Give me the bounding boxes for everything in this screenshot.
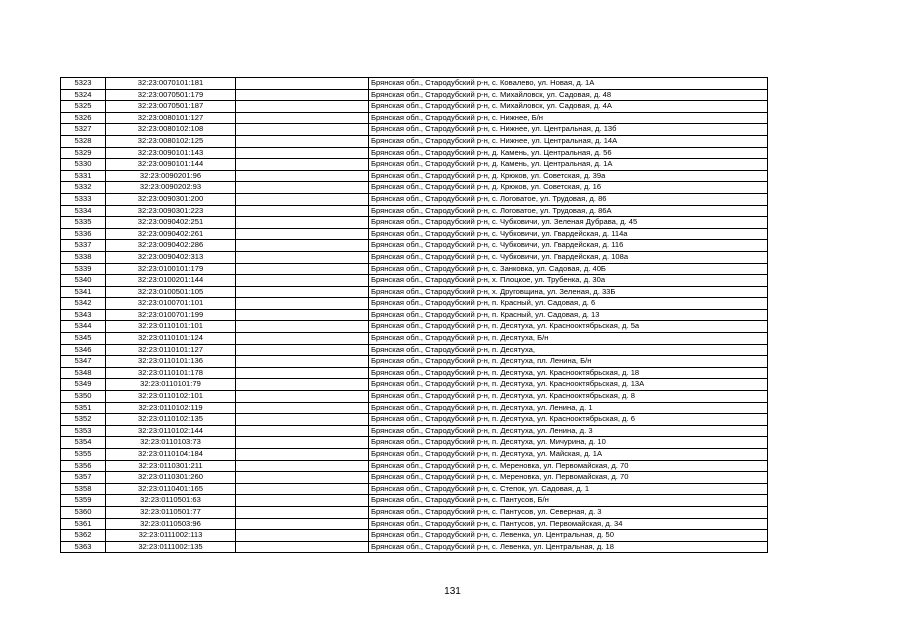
table-row (61, 228, 768, 240)
row-number-cell: 5356 (61, 460, 106, 472)
row-number-cell: 5341 (61, 286, 106, 298)
table-row (61, 135, 768, 147)
address-cell: Брянская обл., Стародубский р-н, д. Крюков, ул. Советская, д. 16 (369, 182, 768, 194)
address-cell: Брянская обл., Стародубский р-н, с. Мереновка, ул. Первомайская, д. 70 (369, 460, 768, 472)
address-cell: Брянская обл., Стародубский р-н, с. Нижнее, ул. Центральная, д. 14А (369, 135, 768, 147)
address-cell: Брянская обл., Стародубский р-н, п. Десятуха, ул. Майская, д. 1А (369, 449, 768, 461)
empty-cell (236, 460, 369, 472)
table-row (61, 193, 768, 205)
address-cell: Брянская обл., Стародубский р-н, с. Пантусов, ул. Первомайская, д. 34 (369, 518, 768, 530)
cadastral-number-cell: 32:23:0110101:127 (106, 344, 236, 356)
cadastral-number-cell: 32:23:0100201:144 (106, 275, 236, 287)
empty-cell (236, 124, 369, 136)
address-cell: Брянская обл., Стародубский р-н, с. Чубковичи, ул. Гвардейская, д. 114а (369, 228, 768, 240)
cadastral-number-cell: 32:23:0090101:144 (106, 159, 236, 171)
row-number-cell: 5360 (61, 506, 106, 518)
table-row (61, 449, 768, 461)
row-number-cell: 5329 (61, 147, 106, 159)
address-cell: Брянская обл., Стародубский р-н, п. Десятуха, пл. Ленина, Б/н (369, 356, 768, 368)
row-number-cell: 5363 (61, 541, 106, 553)
row-number-cell: 5350 (61, 391, 106, 403)
table-row (61, 170, 768, 182)
address-cell: Брянская обл., Стародубский р-н, с. Чубковичи, ул. Гвардейская, д. 108а (369, 251, 768, 263)
empty-cell (236, 147, 369, 159)
table-row (61, 379, 768, 391)
cadastral-number-cell: 32:23:0100501:105 (106, 286, 236, 298)
empty-cell (236, 112, 369, 124)
row-number-cell: 5325 (61, 101, 106, 113)
empty-cell (236, 333, 369, 345)
table-row (61, 263, 768, 275)
cadastral-number-cell: 32:23:0110102:101 (106, 391, 236, 403)
table-row (61, 333, 768, 345)
row-number-cell: 5330 (61, 159, 106, 171)
table-row (61, 298, 768, 310)
row-number-cell: 5333 (61, 193, 106, 205)
cadastral-number-cell: 32:23:0110101:79 (106, 379, 236, 391)
empty-cell (236, 530, 369, 542)
empty-cell (236, 518, 369, 530)
page-number: 131 (444, 586, 461, 597)
cadastral-number-cell: 32:23:0070501:179 (106, 89, 236, 101)
empty-cell (236, 506, 369, 518)
row-number-cell: 5354 (61, 437, 106, 449)
address-cell: Брянская обл., Стародубский р-н, п. Красный, ул. Садовая, д. 6 (369, 298, 768, 310)
row-number-cell: 5324 (61, 89, 106, 101)
address-cell: Брянская обл., Стародубский р-н, с. Михайловск, ул. Садовая, д. 48 (369, 89, 768, 101)
table-row (61, 530, 768, 542)
table-row (61, 217, 768, 229)
cadastral-number-cell: 32:23:0110104:184 (106, 449, 236, 461)
address-cell: Брянская обл., Стародубский р-н, с. Левенка, ул. Центральная, д. 50 (369, 530, 768, 542)
row-number-cell: 5328 (61, 135, 106, 147)
row-number-cell: 5348 (61, 367, 106, 379)
table-row (61, 391, 768, 403)
row-number-cell: 5344 (61, 321, 106, 333)
row-number-cell: 5353 (61, 425, 106, 437)
empty-cell (236, 101, 369, 113)
row-number-cell: 5334 (61, 205, 106, 217)
empty-cell (236, 217, 369, 229)
empty-cell (236, 344, 369, 356)
cadastral-number-cell: 32:23:0110102:135 (106, 414, 236, 426)
address-cell: Брянская обл., Стародубский р-н, п. Десятуха, ул. Краснооктябрьская, д. 8 (369, 391, 768, 403)
empty-cell (236, 275, 369, 287)
address-cell: Брянская обл., Стародубский р-н, п. Десятуха, ул. Краснооктябрьская, д. 6 (369, 414, 768, 426)
empty-cell (236, 193, 369, 205)
cadastral-number-cell: 32:23:0080102:125 (106, 135, 236, 147)
empty-cell (236, 228, 369, 240)
cadastral-number-cell: 32:23:0100101:179 (106, 263, 236, 275)
table-row (61, 89, 768, 101)
empty-cell (236, 240, 369, 252)
empty-cell (236, 205, 369, 217)
table-row (61, 425, 768, 437)
table-row (61, 437, 768, 449)
cadastral-number-cell: 32:23:0070101:181 (106, 78, 236, 90)
cadastral-number-cell: 32:23:0110501:63 (106, 495, 236, 507)
cadastral-number-cell: 32:23:0110501:77 (106, 506, 236, 518)
address-cell: Брянская обл., Стародубский р-н, с. Нижнее, ул. Центральная, д. 13б (369, 124, 768, 136)
address-cell: Брянская обл., Стародубский р-н, п. Десятуха, Б/н (369, 333, 768, 345)
address-cell: Брянская обл., Стародубский р-н, с. Логоватое, ул. Трудовая, д. 86А (369, 205, 768, 217)
row-number-cell: 5361 (61, 518, 106, 530)
row-number-cell: 5326 (61, 112, 106, 124)
cadastral-number-cell: 32:23:0110103:73 (106, 437, 236, 449)
empty-cell (236, 472, 369, 484)
cadastral-number-cell: 32:23:0090201:96 (106, 170, 236, 182)
empty-cell (236, 135, 369, 147)
row-number-cell: 5355 (61, 449, 106, 461)
table-row (61, 286, 768, 298)
cadastral-number-cell: 32:23:0111002:135 (106, 541, 236, 553)
empty-cell (236, 263, 369, 275)
empty-cell (236, 402, 369, 414)
table-row (61, 159, 768, 171)
empty-cell (236, 449, 369, 461)
table-row (61, 356, 768, 368)
empty-cell (236, 495, 369, 507)
address-cell: Брянская обл., Стародубский р-н, п. Десятуха, ул. Мичурина, д. 10 (369, 437, 768, 449)
empty-cell (236, 391, 369, 403)
table-row (61, 321, 768, 333)
row-number-cell: 5357 (61, 472, 106, 484)
table-row (61, 472, 768, 484)
address-cell: Брянская обл., Стародубский р-н, с. Ковалево, ул. Новая, д. 1А (369, 78, 768, 90)
table-row (61, 101, 768, 113)
property-registry-table (60, 77, 768, 553)
empty-cell (236, 437, 369, 449)
row-number-cell: 5351 (61, 402, 106, 414)
row-number-cell: 5359 (61, 495, 106, 507)
empty-cell (236, 182, 369, 194)
row-number-cell: 5349 (61, 379, 106, 391)
address-cell: Брянская обл., Стародубский р-н, п. Десятуха, ул. Краснооктябрьская, д. 13А (369, 379, 768, 391)
table-row (61, 147, 768, 159)
row-number-cell: 5335 (61, 217, 106, 229)
address-cell: Брянская обл., Стародубский р-н, п. Десятуха, ул. Краснооктябрьская, д. 5а (369, 321, 768, 333)
cadastral-number-cell: 32:23:0111002:113 (106, 530, 236, 542)
cadastral-number-cell: 32:23:0110301:260 (106, 472, 236, 484)
row-number-cell: 5347 (61, 356, 106, 368)
empty-cell (236, 298, 369, 310)
cadastral-number-cell: 32:23:0090402:261 (106, 228, 236, 240)
address-cell: Брянская обл., Стародубский р-н, с. Чубковичи, ул. Зеленая Дубрава, д. 45 (369, 217, 768, 229)
table-row (61, 518, 768, 530)
table-row (61, 112, 768, 124)
row-number-cell: 5327 (61, 124, 106, 136)
empty-cell (236, 251, 369, 263)
table-row (61, 402, 768, 414)
cadastral-number-cell: 32:23:0080101:127 (106, 112, 236, 124)
cadastral-number-cell: 32:23:0090402:313 (106, 251, 236, 263)
cadastral-number-cell: 32:23:0110101:101 (106, 321, 236, 333)
table-row (61, 240, 768, 252)
row-number-cell: 5346 (61, 344, 106, 356)
cadastral-number-cell: 32:23:0100701:101 (106, 298, 236, 310)
table-row (61, 182, 768, 194)
table-row (61, 309, 768, 321)
address-cell: Брянская обл., Стародубский р-н, с. Занковка, ул. Садовая, д. 40Б (369, 263, 768, 275)
registry-table-body (61, 78, 768, 553)
cadastral-number-cell: 32:23:0090202:93 (106, 182, 236, 194)
table-row (61, 414, 768, 426)
cadastral-number-cell: 32:23:0110102:119 (106, 402, 236, 414)
address-cell: Брянская обл., Стародубский р-н, п. Десятуха, ул. Краснооктябрьская, д. 18 (369, 367, 768, 379)
cadastral-number-cell: 32:23:0090402:251 (106, 217, 236, 229)
address-cell: Брянская обл., Стародубский р-н, с. Мереновка, ул. Первомайская, д. 70 (369, 472, 768, 484)
empty-cell (236, 356, 369, 368)
empty-cell (236, 89, 369, 101)
address-cell: Брянская обл., Стародубский р-н, с. Степок, ул. Садовая, д. 1 (369, 483, 768, 495)
empty-cell (236, 159, 369, 171)
empty-cell (236, 286, 369, 298)
empty-cell (236, 379, 369, 391)
table-row (61, 483, 768, 495)
address-cell: Брянская обл., Стародубский р-н, с. Логоватое, ул. Трудовая, д. 86 (369, 193, 768, 205)
empty-cell (236, 541, 369, 553)
cadastral-number-cell: 32:23:0090402:286 (106, 240, 236, 252)
table-row (61, 367, 768, 379)
cadastral-number-cell: 32:23:0110101:124 (106, 333, 236, 345)
table-row (61, 541, 768, 553)
address-cell: Брянская обл., Стародубский р-н, с. Левенка, ул. Центральная, д. 18 (369, 541, 768, 553)
table-row (61, 506, 768, 518)
row-number-cell: 5336 (61, 228, 106, 240)
empty-cell (236, 425, 369, 437)
table-row (61, 124, 768, 136)
cadastral-number-cell: 32:23:0110401:165 (106, 483, 236, 495)
cadastral-number-cell: 32:23:0090301:200 (106, 193, 236, 205)
row-number-cell: 5352 (61, 414, 106, 426)
address-cell: Брянская обл., Стародубский р-н, п. Десятуха, ул. Ленина, д. 3 (369, 425, 768, 437)
cadastral-number-cell: 32:23:0110301:211 (106, 460, 236, 472)
cadastral-number-cell: 32:23:0100701:199 (106, 309, 236, 321)
row-number-cell: 5362 (61, 530, 106, 542)
cadastral-number-cell: 32:23:0110101:178 (106, 367, 236, 379)
table-row (61, 344, 768, 356)
address-cell: Брянская обл., Стародубский р-н, с. Пантусов, Б/н (369, 495, 768, 507)
row-number-cell: 5337 (61, 240, 106, 252)
address-cell: Брянская обл., Стародубский р-н, п. Десятуха, (369, 344, 768, 356)
address-cell: Брянская обл., Стародубский р-н, д. Камень, ул. Центральная, д. 56 (369, 147, 768, 159)
row-number-cell: 5338 (61, 251, 106, 263)
empty-cell (236, 483, 369, 495)
cadastral-number-cell: 32:23:0110101:136 (106, 356, 236, 368)
table-row (61, 251, 768, 263)
empty-cell (236, 321, 369, 333)
cadastral-number-cell: 32:23:0110503:96 (106, 518, 236, 530)
table-row (61, 205, 768, 217)
cadastral-number-cell: 32:23:0090101:143 (106, 147, 236, 159)
empty-cell (236, 309, 369, 321)
table-row (61, 460, 768, 472)
address-cell: Брянская обл., Стародубский р-н, с. Пантусов, ул. Северная, д. 3 (369, 506, 768, 518)
empty-cell (236, 170, 369, 182)
row-number-cell: 5332 (61, 182, 106, 194)
address-cell: Брянская обл., Стародубский р-н, д. Камень, ул. Центральная, д. 1А (369, 159, 768, 171)
table-row (61, 78, 768, 90)
empty-cell (236, 414, 369, 426)
row-number-cell: 5323 (61, 78, 106, 90)
address-cell: Брянская обл., Стародубский р-н, с. Михайловск, ул. Садовая, д. 4А (369, 101, 768, 113)
address-cell: Брянская обл., Стародубский р-н, д. Крюков, ул. Советская, д. 39а (369, 170, 768, 182)
address-cell: Брянская обл., Стародубский р-н, х. Друговщина, ул. Зеленая, д. 33Б (369, 286, 768, 298)
cadastral-number-cell: 32:23:0080102:108 (106, 124, 236, 136)
address-cell: Брянская обл., Стародубский р-н, п. Десятуха, ул. Ленина, д. 1 (369, 402, 768, 414)
table-row (61, 495, 768, 507)
cadastral-number-cell: 32:23:0070501:187 (106, 101, 236, 113)
row-number-cell: 5339 (61, 263, 106, 275)
row-number-cell: 5331 (61, 170, 106, 182)
row-number-cell: 5345 (61, 333, 106, 345)
cadastral-number-cell: 32:23:0090301:223 (106, 205, 236, 217)
empty-cell (236, 78, 369, 90)
address-cell: Брянская обл., Стародубский р-н, х. Плоцкое, ул. Трубенка, д. 30а (369, 275, 768, 287)
address-cell: Брянская обл., Стародубский р-н, с. Нижнее, Б/н (369, 112, 768, 124)
empty-cell (236, 367, 369, 379)
cadastral-number-cell: 32:23:0110102:144 (106, 425, 236, 437)
address-cell: Брянская обл., Стародубский р-н, п. Красный, ул. Садовая, д. 13 (369, 309, 768, 321)
row-number-cell: 5343 (61, 309, 106, 321)
row-number-cell: 5358 (61, 483, 106, 495)
table-row (61, 275, 768, 287)
address-cell: Брянская обл., Стародубский р-н, с. Чубковичи, ул. Гвардейская, д. 116 (369, 240, 768, 252)
row-number-cell: 5340 (61, 275, 106, 287)
row-number-cell: 5342 (61, 298, 106, 310)
